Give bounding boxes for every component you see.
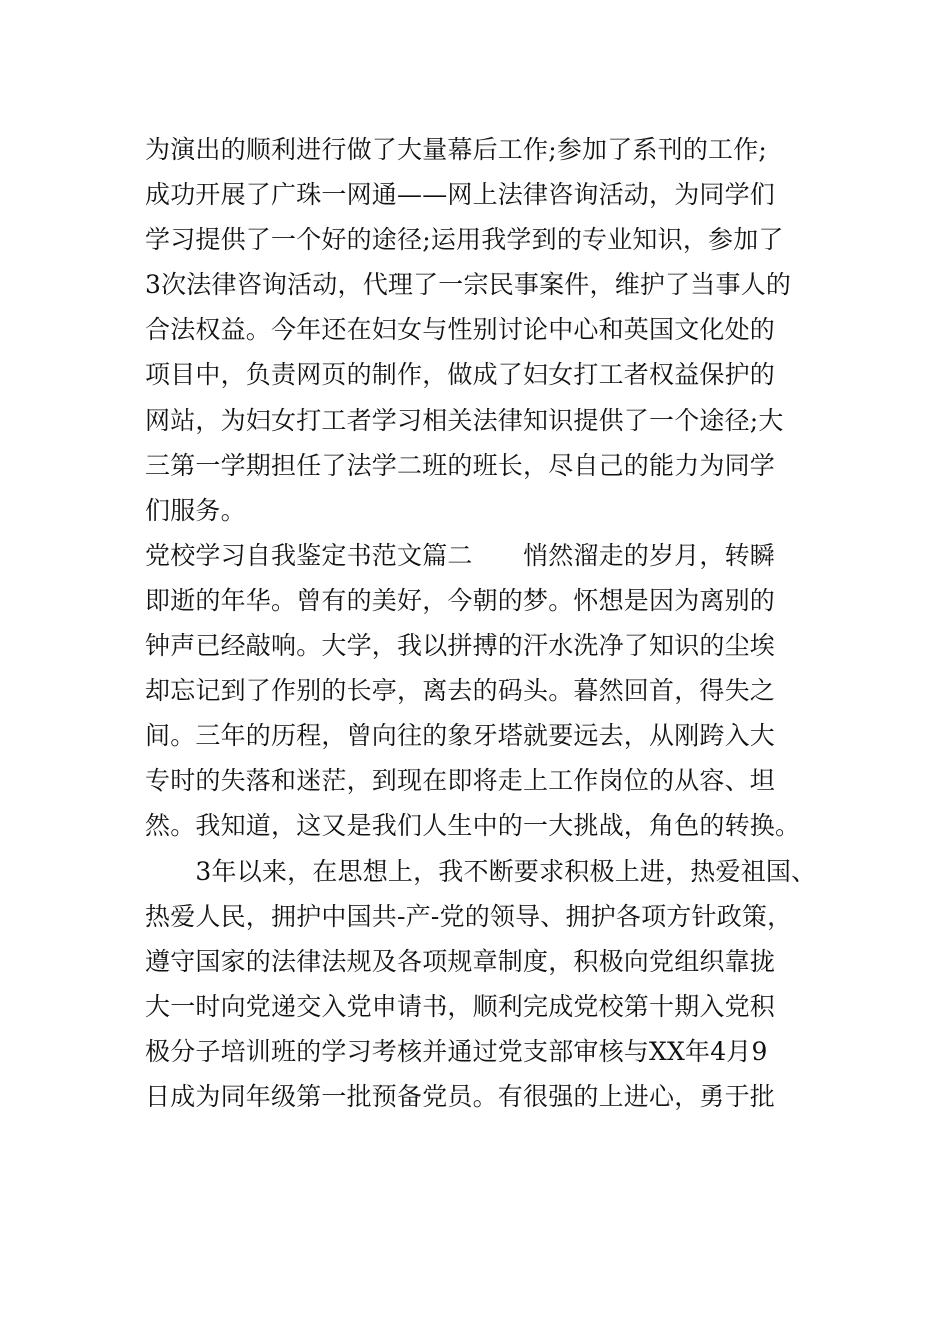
text-line: 即逝的年华。曾有的美好，今朝的梦。怀想是因为离别的 [145,585,776,615]
text-line: 专时的失落和迷茫，到现在即将走上工作岗位的从容、坦 [145,766,776,796]
paragraph-start-line: 3年以来，在思想上，我不断要求积极上进，热爱祖国、 [145,856,817,886]
text-line: 极分子培训班的学习考核并通过党支部审核与XX年4月9 [145,1036,768,1066]
text-line: 为演出的顺利进行做了大量幕后工作;参加了系刊的工作; [145,135,768,164]
text-line: 成功开展了广珠一网通——网上法律咨询活动，为同学们 [145,180,776,210]
section-heading-line: 党校学习自我鉴定书范文篇二 悄然溜走的岁月，转瞬 [145,540,776,570]
text-line: 三第一学期担任了法学二班的班长，尽自己的能力为同学 [145,450,776,480]
document-body [145,127,845,1119]
text-line: 网站，为妇女打工者学习相关法律知识提供了一个途径;大 [145,405,784,435]
text-line: 们服务。 [145,495,246,525]
text-line: 间。三年的历程，曾向往的象牙塔就要远去，从刚跨入大 [145,721,776,751]
text-line: 合法权益。今年还在妇女与性别讨论中心和英国文化处的 [145,315,776,345]
text-line: 学习提供了一个好的途径;运用我学到的专业知识，参加了 [145,225,784,255]
text-line: 热爱人民，拥护中国共-产-党的领导、拥护各项方针政策， [145,901,793,931]
text-line: 却忘记到了作别的长亭，离去的码头。暮然回首，得失之 [145,676,776,706]
text-line: 项目中，负责网页的制作，做成了妇女打工者权益保护的 [145,360,776,390]
text-line: 钟声已经敲响。大学，我以拼搏的汗水洗净了知识的尘埃 [145,631,776,661]
text-line: 然。我知道，这又是我们人生中的一大挑战，角色的转换。 [145,811,801,841]
text-line: 遵守国家的法律法规及各项规章制度，积极向党组织靠拢 [145,946,776,976]
text-line: 3次法律咨询活动，代理了一宗民事案件，维护了当事人的 [145,270,792,300]
text-line: 大一时向党递交入党申请书，顺利完成党校第十期入党积 [145,991,776,1021]
text-line: 日成为同年级第一批预备党员。有很强的上进心，勇于批 [145,1081,776,1111]
